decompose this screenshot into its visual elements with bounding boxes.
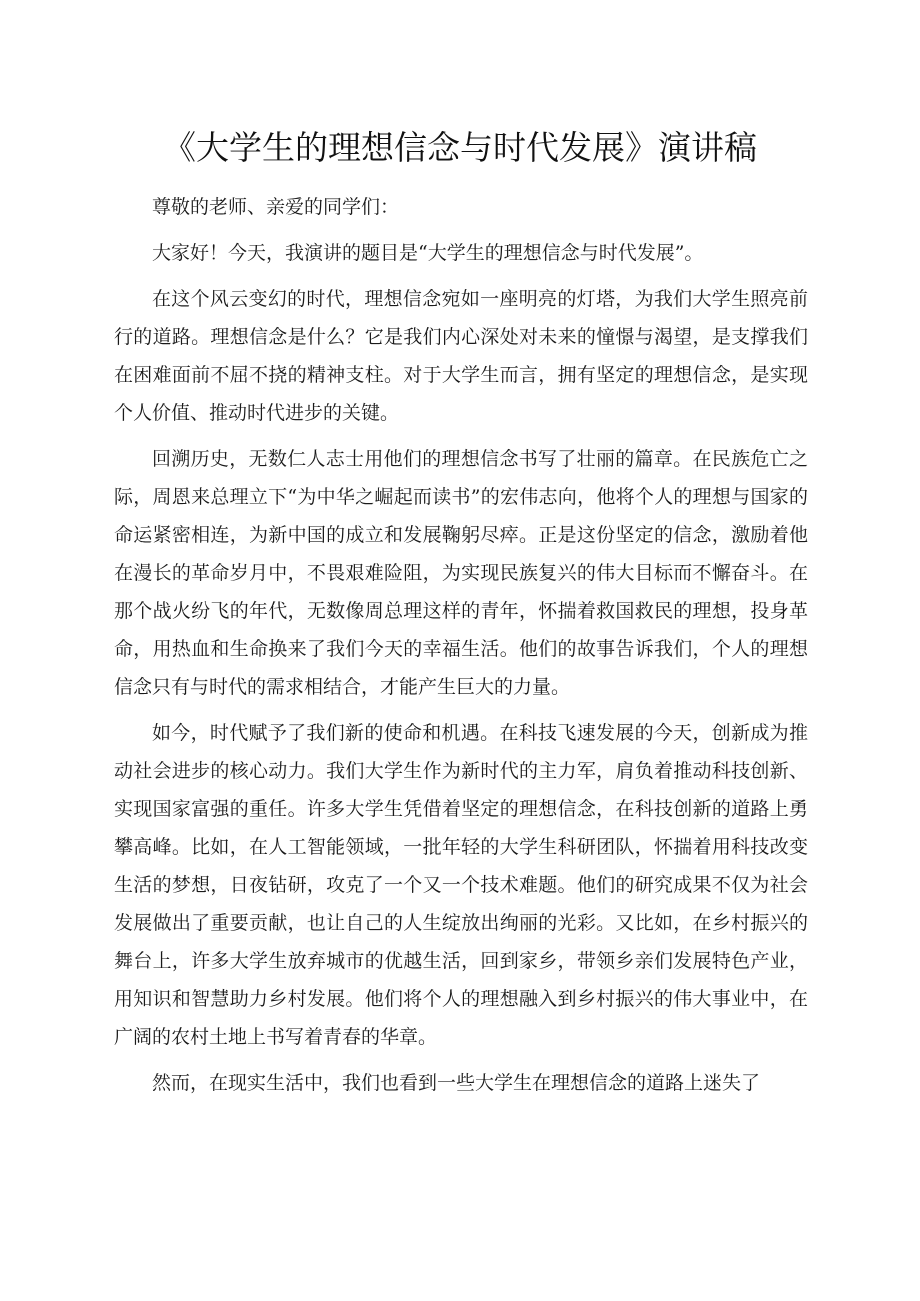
- paragraph: 回溯历史，无数仁人志士用他们的理想信念书写了壮丽的篇章。在民族危亡之际，周恩来总理立下“为中华之崛起而读书”的宏伟志向，他将个人的理想与国家的命运紧密相连，为新中国的成立和发展鞠躬尽瘁。正是这份坚定的信念，激励着他在漫长的革命岁月中，不畏艰难险阻，为实现民族复兴的伟大目标而不懈奋斗。在那个战火纷飞的年代，无数像周总理这样的青年，怀揣着救国救民的理想，投身革命，用热血和生命换来了我们今天的幸福生活。他们的故事告诉我们，个人的理想信念只有与时代的需求相结合，才能产生巨大的力量。: [114, 448, 808, 698]
- paragraph-greeting: 大家好！今天，我演讲的题目是“大学生的理想信念与时代发展”。: [152, 242, 704, 264]
- paragraph-salutation: 尊敬的老师、亲爱的同学们：: [152, 196, 400, 218]
- paragraph: 在这个风云变幻的时代，理想信念宛如一座明亮的灯塔，为我们大学生照亮前行的道路。理想信念是什么？它是我们内心深处对未来的憧憬与渴望，是支撑我们在困难面前不屈不挠的精神支柱。对于大学生而言，拥有坚定的理想信念，是实现个人价值、推动时代进步的关键。: [114, 288, 808, 424]
- document-title: 《大学生的理想信念与时代发展》演讲稿: [163, 128, 757, 167]
- paragraph: 如今，时代赋予了我们新的使命和机遇。在科技飞速发展的今天，创新成为推动社会进步的核心动力。我们大学生作为新时代的主力军，肩负着推动科技创新、实现国家富强的重任。许多大学生凭借着坚定的理想信念，在科技创新的道路上勇攀高峰。比如，在人工智能领域，一批年轻的大学生科研团队，怀揣着用科技改变生活的梦想，日夜钻研，攻克了一个又一个技术难题。他们的研究成果不仅为社会发展做出了重要贡献，也让自己的人生绽放出绚丽的光彩。又比如，在乡村振兴的舞台上，许多大学生放弃城市的优越生活，回到家乡，带领乡亲们发展特色产业，用知识和智慧助力乡村发展。他们将个人的理想融入到乡村振兴的伟大事业中，在广阔的农村土地上书写着青春的华章。: [114, 722, 808, 1048]
- paragraph: 然而，在现实生活中，我们也看到一些大学生在理想信念的道路上迷失了: [152, 1072, 761, 1094]
- document-body: [114, 188, 808, 1110]
